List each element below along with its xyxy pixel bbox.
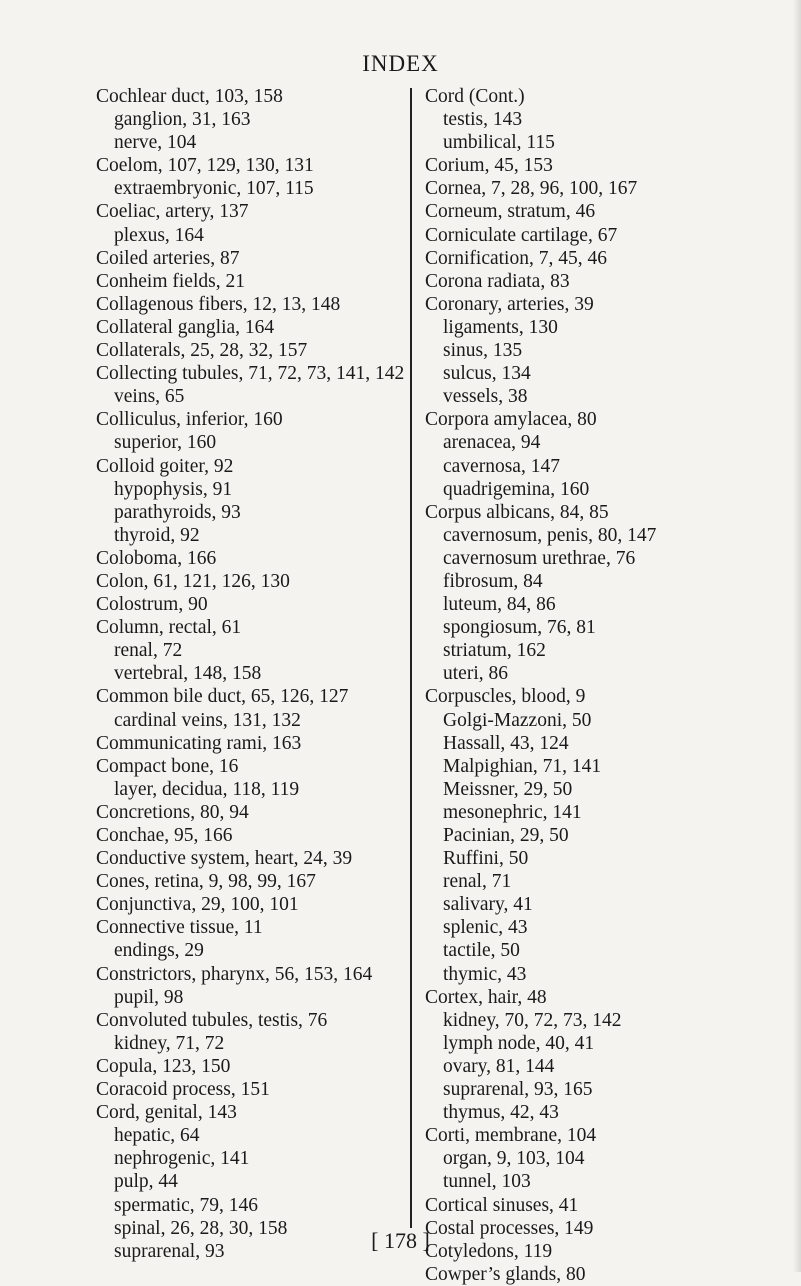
index-subentry: Golgi-Mazzoni, 50: [443, 709, 592, 731]
index-entry: Collagenous fibers, 12, 13, 148: [96, 293, 341, 315]
index-subentry: sinus, 135: [443, 340, 523, 362]
index-subentry: organ, 9, 103, 104: [443, 1148, 585, 1170]
index-subentry: superior, 160: [114, 432, 217, 454]
page-title: INDEX: [362, 51, 439, 76]
index-subentry: striatum, 162: [443, 640, 546, 662]
index-entry: Cord (Cont.): [425, 86, 525, 107]
index-subentry: parathyroids, 93: [114, 501, 241, 523]
index-subentry: cardinal veins, 131, 132: [114, 709, 301, 731]
index-entry: Corpora amylacea, 80: [425, 409, 597, 431]
index-entry: Cornification, 7, 45, 46: [425, 247, 607, 269]
index-subentry: vessels, 38: [443, 386, 528, 408]
index-subentry: uteri, 86: [443, 663, 508, 685]
index-entry: Conchae, 95, 166: [96, 825, 233, 846]
index-subentry: pulp, 44: [114, 1171, 178, 1193]
index-entry: Cortical sinuses, 41: [425, 1194, 579, 1216]
index-subentry: mesonephric, 141: [443, 801, 582, 823]
index-subentry: spongiosum, 76, 81: [443, 617, 596, 639]
index-subentry: layer, decidua, 118, 119: [114, 778, 300, 800]
index-subentry: arenacea, 94: [443, 432, 541, 454]
index-subentry: pupil, 98: [114, 986, 184, 1008]
index-subentry: hypophysis, 91: [114, 478, 233, 500]
index-entry: Costal processes, 149: [425, 1217, 594, 1239]
index-entry: Conjunctiva, 29, 100, 101: [96, 894, 299, 916]
index-entry: Coronary, arteries, 39: [425, 293, 594, 315]
index-entry: Column, rectal, 61: [96, 617, 242, 639]
index-subentry: umbilical, 115: [443, 132, 555, 154]
index-subentry: kidney, 70, 72, 73, 142: [443, 1009, 622, 1031]
index-subentry: renal, 72: [114, 640, 183, 662]
index-entry: Conheim fields, 21: [96, 270, 245, 292]
index-entry: Copula, 123, 150: [96, 1055, 231, 1077]
index-subentry: Ruffini, 50: [443, 848, 529, 870]
index-subentry: tactile, 50: [443, 940, 520, 962]
index-entry: Corniculate cartilage, 67: [425, 224, 618, 246]
page-edge-shadow: [793, 0, 801, 1272]
index-subentry: Malpighian, 71, 141: [443, 755, 602, 777]
index-subentry: thymic, 43: [443, 963, 527, 985]
index-subentry: ovary, 81, 144: [443, 1055, 555, 1077]
index-entry: Coelom, 107, 129, 130, 131: [96, 155, 314, 177]
page-number: [ 178 ]: [371, 1228, 430, 1253]
index-entry: Corpus albicans, 84, 85: [425, 501, 609, 523]
index-subentry: thymus, 42, 43: [443, 1102, 559, 1124]
index-entry: Colloid goiter, 92: [96, 455, 234, 477]
index-column-left: [96, 85, 416, 1263]
index-entry: Collateral ganglia, 164: [96, 316, 275, 338]
index-subentry: quadrigemina, 160: [443, 478, 590, 500]
index-entry: Cotyledons, 119: [425, 1240, 553, 1262]
index-subentry: tunnel, 103: [443, 1171, 531, 1193]
index-entry: Coiled arteries, 87: [96, 247, 240, 269]
index-subentry: thyroid, 92: [114, 524, 200, 546]
index-entry: Connective tissue, 11: [96, 917, 263, 939]
index-entry: Cortex, hair, 48: [425, 986, 547, 1008]
index-subentry: lymph node, 40, 41: [443, 1032, 595, 1054]
index-entry: Common bile duct, 65, 126, 127: [96, 686, 349, 708]
index-subentry: ligaments, 130: [443, 316, 558, 338]
index-subentry: ganglion, 31, 163: [114, 109, 251, 131]
index-entry: Conductive system, heart, 24, 39: [96, 848, 353, 870]
index-entry: Cornea, 7, 28, 96, 100, 167: [425, 178, 638, 200]
index-subentry: splenic, 43: [443, 917, 528, 939]
index-entry: Colostrum, 90: [96, 594, 208, 616]
index-subentry: fibrosum, 84: [443, 570, 543, 592]
index-entry: Cord, genital, 143: [96, 1102, 237, 1124]
index-subentry: veins, 65: [114, 386, 185, 408]
index-subentry: vertebral, 148, 158: [114, 663, 262, 685]
index-entry: Cochlear duct, 103, 158: [96, 86, 283, 107]
index-subentry: nephrogenic, 141: [114, 1148, 250, 1170]
index-subentry: cavernosum, penis, 80, 147: [443, 524, 657, 546]
index-subentry: cavernosum urethrae, 76: [443, 547, 636, 569]
index-entry: Coracoid process, 151: [96, 1079, 270, 1101]
index-entry: Compact bone, 16: [96, 755, 239, 777]
index-subentry: Hassall, 43, 124: [443, 732, 569, 754]
index-subentry: luteum, 84, 86: [443, 594, 556, 616]
index-entry: Collaterals, 25, 28, 32, 157: [96, 340, 308, 362]
index-subentry: kidney, 71, 72: [114, 1032, 225, 1054]
index-subentry: sulcus, 134: [443, 363, 531, 385]
index-entry: Corti, membrane, 104: [425, 1125, 597, 1147]
index-subentry: spinal, 26, 28, 30, 158: [114, 1217, 288, 1239]
index-entry: Constrictors, pharynx, 56, 153, 164: [96, 963, 373, 985]
index-entry: Corpuscles, blood, 9: [425, 686, 586, 708]
index-entry: Corona radiata, 83: [425, 270, 570, 292]
index-entry: Coeliac, artery, 137: [96, 201, 249, 223]
index-entry: Communicating rami, 163: [96, 732, 302, 754]
index-subentry: nerve, 104: [114, 132, 197, 154]
index-entry: Convoluted tubules, testis, 76: [96, 1009, 328, 1031]
index-entry: Corneum, stratum, 46: [425, 201, 596, 223]
index-subentry: plexus, 164: [114, 224, 204, 246]
index-entry: Corium, 45, 153: [425, 155, 553, 177]
index-entry: Cowper’s glands, 80: [425, 1263, 586, 1285]
index-subentry: endings, 29: [114, 940, 204, 962]
index-subentry: spermatic, 79, 146: [114, 1194, 259, 1216]
index-subentry: suprarenal, 93, 165: [443, 1079, 593, 1101]
index-subentry: renal, 71: [443, 871, 512, 893]
index-subentry: hepatic, 64: [114, 1125, 200, 1147]
column-divider: [410, 88, 412, 1228]
index-subentry: Pacinian, 29, 50: [443, 825, 569, 846]
index-subentry: salivary, 41: [443, 894, 533, 916]
index-subentry: Meissner, 29, 50: [443, 778, 573, 800]
index-subentry: extraembryonic, 107, 115: [114, 178, 314, 200]
index-column-right: [425, 85, 785, 1286]
index-subentry: suprarenal, 93: [114, 1240, 225, 1262]
index-entry: Collecting tubules, 71, 72, 73, 141, 142: [96, 363, 405, 385]
index-entry: Concretions, 80, 94: [96, 801, 249, 823]
index-subentry: testis, 143: [443, 109, 523, 131]
index-entry: Colon, 61, 121, 126, 130: [96, 570, 290, 592]
index-subentry: cavernosa, 147: [443, 455, 560, 477]
index-entry: Coloboma, 166: [96, 547, 217, 569]
index-entry: Colliculus, inferior, 160: [96, 409, 283, 431]
index-entry: Cones, retina, 9, 98, 99, 167: [96, 871, 316, 893]
